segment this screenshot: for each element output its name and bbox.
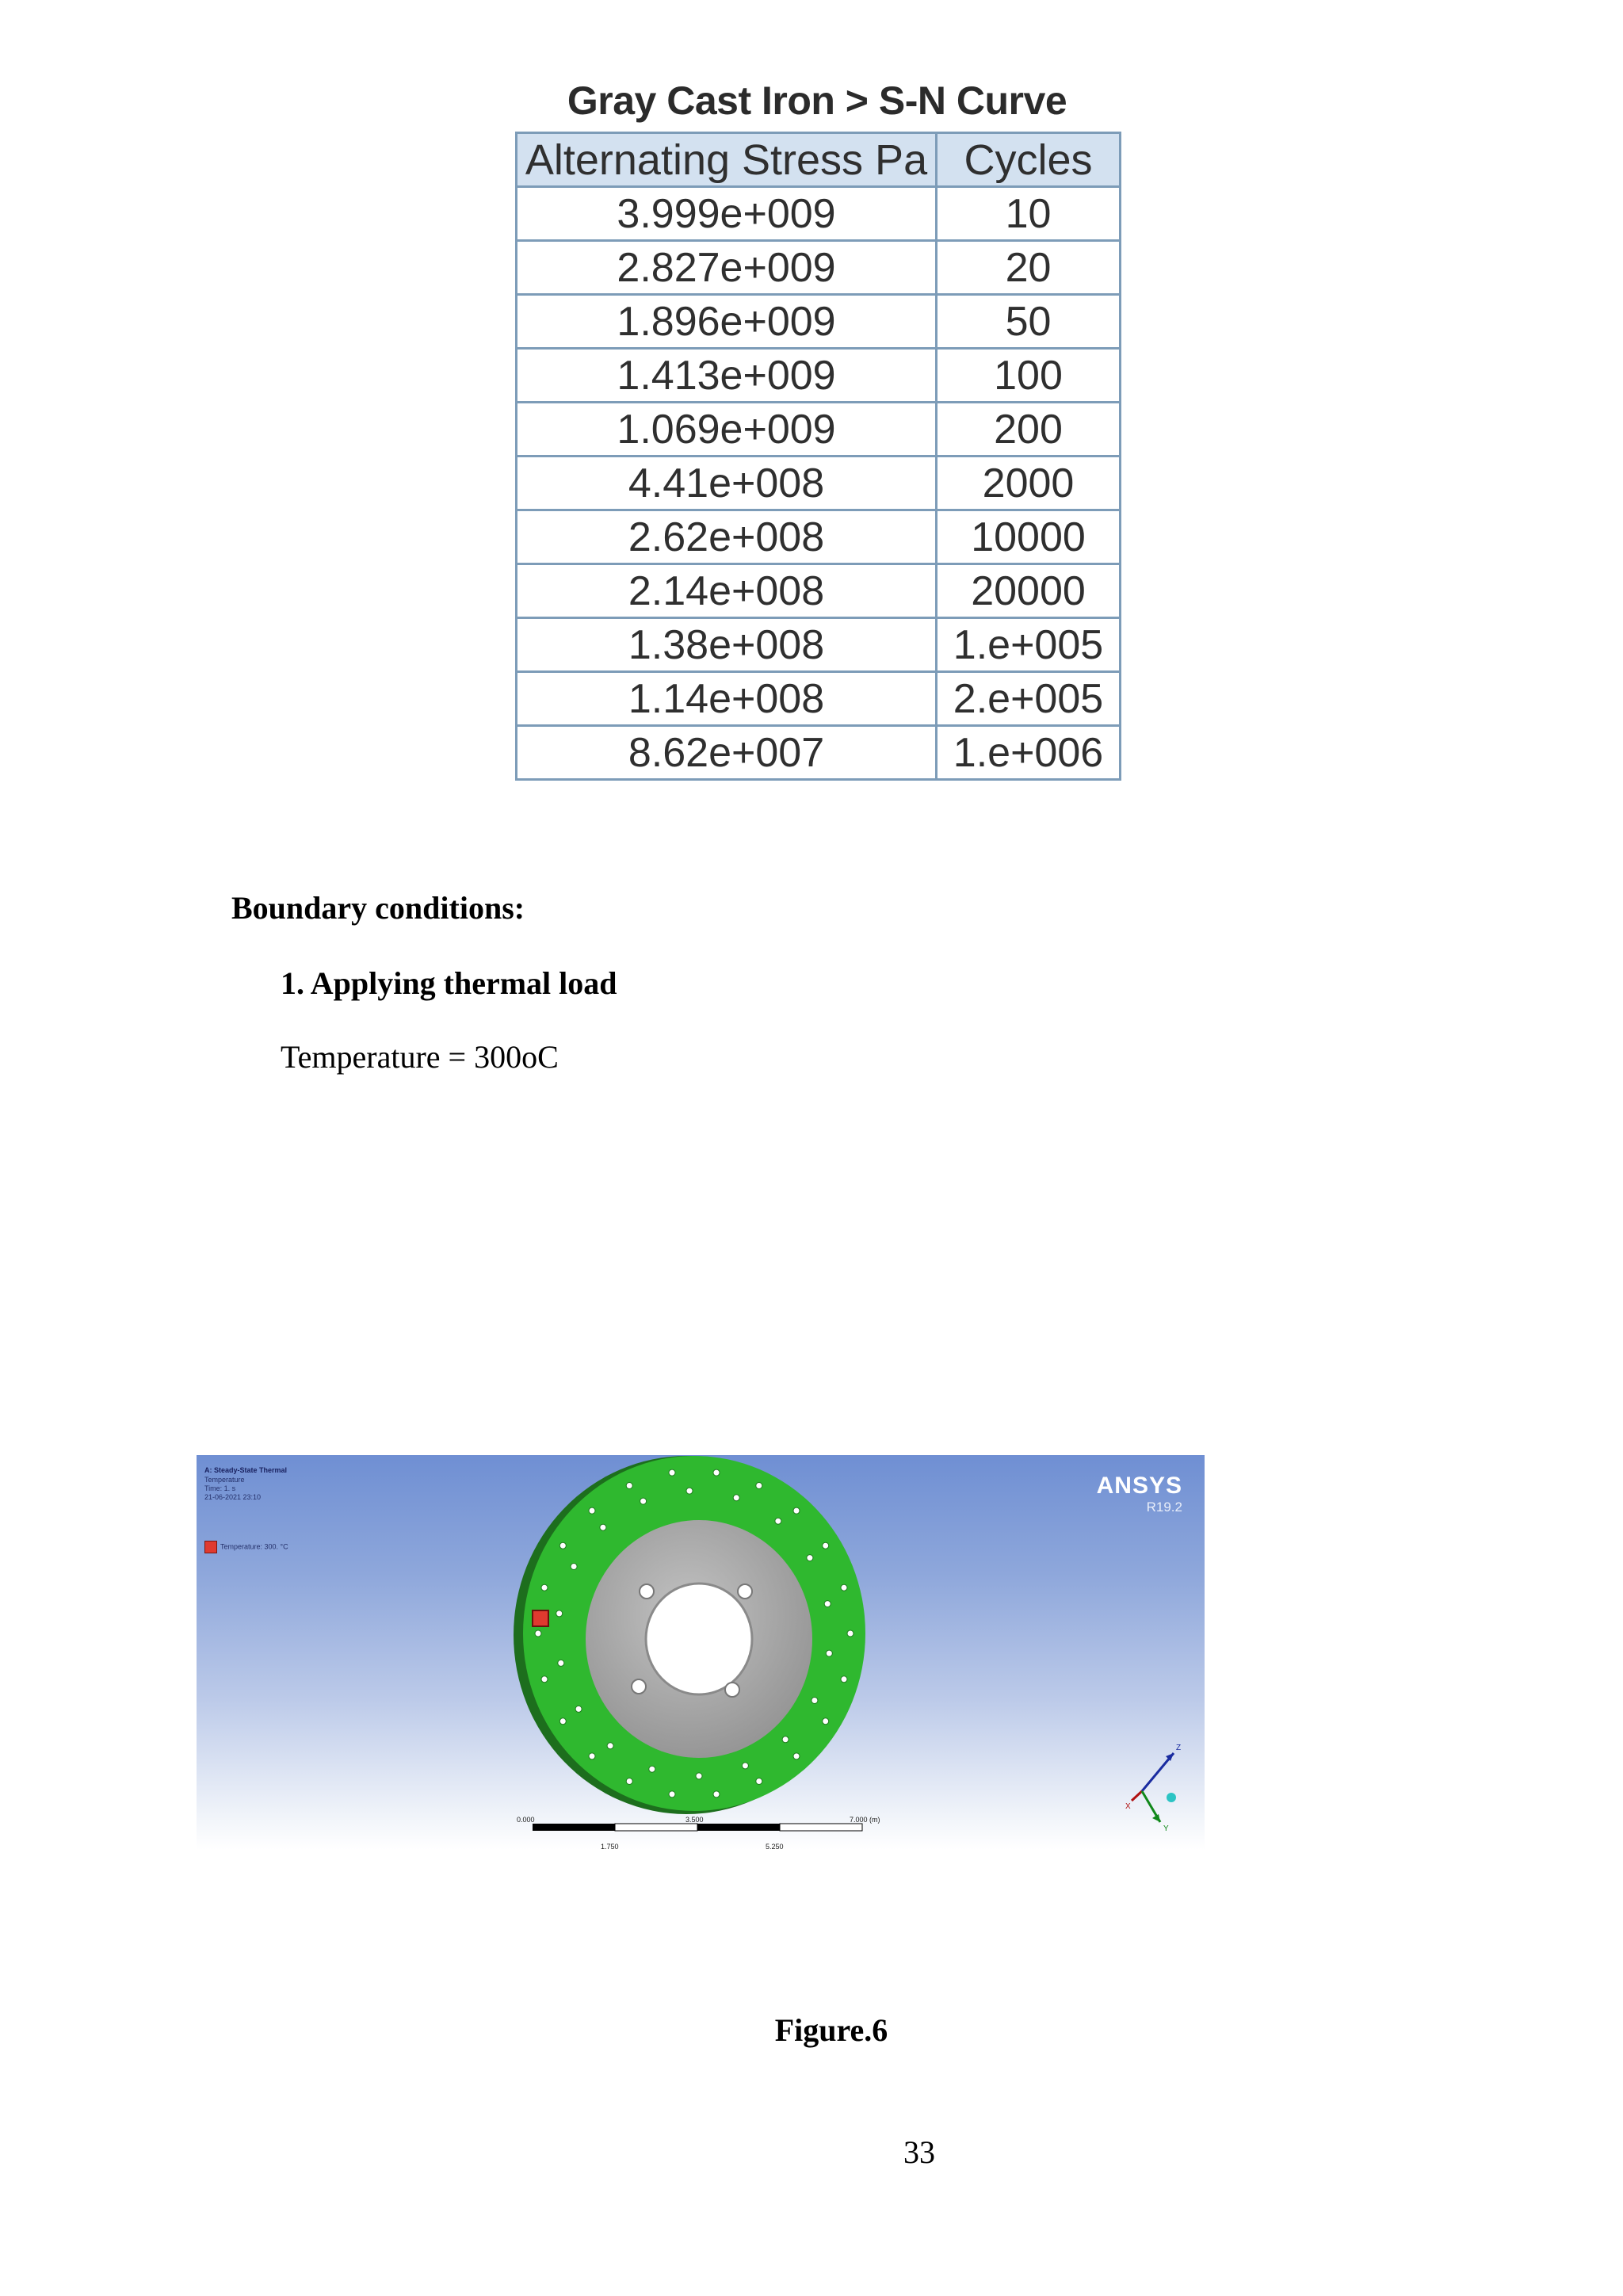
vent-hole (793, 1753, 800, 1759)
sn-table (515, 132, 1121, 781)
vent-hole (823, 1542, 829, 1549)
result-time: Time: 1. s (204, 1484, 236, 1492)
table-row (517, 564, 1121, 618)
vent-hole (559, 1718, 566, 1725)
sn-table-title: Gray Cast Iron > S-N Curve (567, 78, 1067, 123)
svg-text:X: X (1125, 1802, 1131, 1811)
thermal-load-heading: 1. Applying thermal load (281, 965, 617, 1001)
vent-hole (824, 1601, 831, 1607)
cycles-cell: 100 (937, 349, 1121, 403)
table-row (517, 672, 1121, 726)
vent-hole (541, 1676, 548, 1683)
cycles-cell: 2.e+005 (937, 672, 1121, 726)
ansys-logo: ANSYS (1096, 1473, 1182, 1499)
figure-caption: Figure.6 (774, 2012, 888, 2048)
cycles-cell: 200 (937, 403, 1121, 457)
temperature-text: Temperature = 300oC (281, 1039, 559, 1075)
stress-cell: 3.999e+009 (517, 187, 937, 241)
table-row (517, 457, 1121, 510)
brake-disc-render (197, 1455, 1205, 1850)
vent-hole (826, 1650, 832, 1656)
vent-hole (626, 1778, 632, 1785)
vent-hole (559, 1542, 566, 1549)
scale-label: 7.000 (m) (850, 1816, 880, 1824)
stress-cell: 2.827e+009 (517, 241, 937, 295)
vent-hole (589, 1753, 595, 1759)
axis-triad (1125, 1744, 1181, 1833)
vent-hole (575, 1706, 582, 1712)
scale-label: 5.250 (766, 1843, 784, 1850)
vent-hole (756, 1483, 762, 1489)
stress-cell: 1.14e+008 (517, 672, 937, 726)
stress-cell: 8.62e+007 (517, 726, 937, 780)
table-row (517, 349, 1121, 403)
result-type: Temperature (204, 1476, 245, 1484)
bolt-hole (640, 1584, 654, 1599)
vent-hole (812, 1698, 818, 1704)
vent-hole (847, 1630, 854, 1637)
temperature-load-marker (533, 1610, 548, 1626)
vent-hole (841, 1676, 847, 1683)
cycles-cell: 10000 (937, 510, 1121, 564)
table-row (517, 295, 1121, 349)
vent-hole (782, 1736, 789, 1743)
vent-hole (556, 1610, 563, 1617)
scale-label: 3.500 (685, 1816, 704, 1824)
vent-hole (756, 1778, 762, 1785)
vent-hole (775, 1518, 781, 1524)
sn-table-header-row (517, 133, 1121, 187)
vent-hole (669, 1791, 675, 1797)
cycles-cell: 10 (937, 187, 1121, 241)
stress-cell: 1.413e+009 (517, 349, 937, 403)
vent-hole (733, 1495, 739, 1501)
cycles-cell: 1.e+005 (937, 618, 1121, 672)
scale-bar (533, 1824, 862, 1831)
vent-hole (807, 1555, 813, 1561)
svg-text:Y: Y (1163, 1824, 1169, 1833)
ansys-version: R19.2 (1146, 1499, 1182, 1515)
vent-hole (713, 1469, 720, 1476)
vent-hole (607, 1743, 613, 1749)
svg-text:Z: Z (1176, 1744, 1182, 1752)
scale-label: 0.000 (517, 1816, 535, 1824)
table-row (517, 510, 1121, 564)
vent-hole (841, 1584, 847, 1591)
vent-hole (686, 1488, 693, 1494)
table-row (517, 726, 1121, 780)
vent-hole (535, 1630, 541, 1637)
vent-hole (558, 1660, 564, 1666)
vent-hole (793, 1507, 800, 1514)
vent-hole (589, 1507, 595, 1514)
legend-label: Temperature: 300. °C (220, 1542, 288, 1551)
table-row (517, 618, 1121, 672)
ansys-figure (197, 1455, 1205, 1850)
stress-cell: 2.14e+008 (517, 564, 937, 618)
vent-hole (649, 1766, 655, 1772)
result-date: 21-06-2021 23:10 (204, 1493, 262, 1501)
bolt-hole (725, 1683, 739, 1697)
cycles-cell: 1.e+006 (937, 726, 1121, 780)
bolt-hole (632, 1679, 646, 1694)
boundary-conditions-heading: Boundary conditions: (231, 890, 525, 926)
bolt-hole (738, 1584, 752, 1599)
cycles-cell: 20 (937, 241, 1121, 295)
vent-hole (541, 1584, 548, 1591)
stress-cell: 4.41e+008 (517, 457, 937, 510)
vent-hole (626, 1483, 632, 1489)
table-row (517, 403, 1121, 457)
cycles-cell: 50 (937, 295, 1121, 349)
table-row (517, 187, 1121, 241)
stress-cell: 2.62e+008 (517, 510, 937, 564)
vent-hole (640, 1498, 647, 1504)
vent-hole (669, 1469, 675, 1476)
scale-label: 1.750 (601, 1843, 619, 1850)
vent-hole (696, 1773, 702, 1779)
vent-hole (742, 1763, 748, 1769)
stress-cell: 1.069e+009 (517, 403, 937, 457)
vent-hole (823, 1718, 829, 1725)
analysis-title: A: Steady-State Thermal (204, 1466, 288, 1474)
hub-bore (646, 1584, 752, 1694)
legend-item (204, 1541, 288, 1553)
stress-cell: 1.38e+008 (517, 618, 937, 672)
stress-cell: 1.896e+009 (517, 295, 937, 349)
vent-hole (571, 1564, 577, 1570)
vent-hole (713, 1791, 720, 1797)
legend-swatch (204, 1541, 217, 1553)
table-row (517, 241, 1121, 295)
vent-hole (600, 1524, 606, 1530)
header-cycles: Cycles (937, 133, 1121, 187)
cycles-cell: 2000 (937, 457, 1121, 510)
page-number: 33 (903, 2134, 935, 2170)
cycles-cell: 20000 (937, 564, 1121, 618)
header-stress: Alternating Stress Pa (517, 133, 937, 187)
